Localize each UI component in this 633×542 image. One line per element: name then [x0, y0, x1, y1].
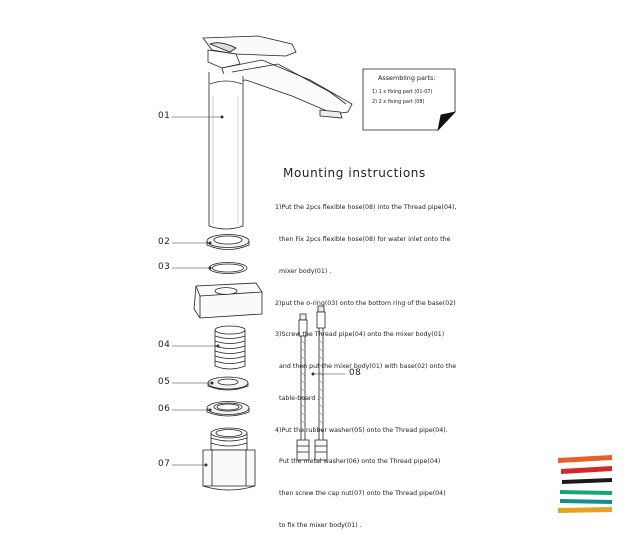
label-part-02: 02 [158, 237, 171, 247]
assembling-note-title: Assembling parts: [378, 74, 436, 82]
mounting-plate [194, 283, 262, 318]
logo-stripe [558, 455, 612, 463]
assembling-note-item: 1) 1 x fixing part (01-07) [372, 89, 433, 95]
label-part-05: 05 [158, 377, 171, 387]
logo-stripe [561, 466, 612, 474]
assembling-note-item: 2) 2 x fixing part (08) [372, 99, 425, 105]
instruction-line: 4)Put the rubber washer(05) onto the Thread pipe(04). [275, 426, 448, 434]
instruction-line: mixer body(01) . [275, 267, 332, 275]
logo-stripe [560, 490, 612, 495]
logo-stripe [562, 478, 612, 484]
label-part-04: 04 [158, 340, 171, 350]
instruction-line: then Fix 2pcs flexible hose(08) for water inlet onto the [275, 235, 451, 243]
instruction-line: then screw the cap nut(07) onto the Thread pipe(04) [275, 490, 446, 498]
instruction-line: 1)Put the 2pcs flexible hose(08) into the Thread pipe(04), [275, 204, 457, 212]
instruction-line: 2)put the o-ring(03) onto the bottom ring of the base(02) [275, 299, 456, 307]
label-part-03: 03 [158, 262, 171, 272]
base-ring-02 [207, 235, 249, 250]
instruction-line: 3)Screw the Thread pipe(04) onto the mixer body(01) [275, 331, 445, 339]
label-part-07: 07 [158, 459, 171, 469]
instructions-text [275, 182, 515, 542]
instruction-line: Put the metal washer(06) onto the Thread pipe(04) [275, 458, 441, 466]
cap-nut-07 [203, 428, 255, 490]
striped-brand-logo-icon [558, 455, 612, 513]
o-ring-03 [209, 263, 247, 274]
label-part-06: 06 [158, 404, 171, 414]
logo-stripe [560, 499, 612, 504]
metal-washer-06 [207, 402, 249, 417]
label-part-01: 01 [158, 111, 171, 121]
instruction-line: table-board . [275, 394, 320, 402]
thread-pipe-04 [215, 326, 245, 369]
instruction-line: to fix the mixer body(01) . [275, 522, 362, 529]
logo-stripe [558, 507, 612, 513]
instructions-title: Mounting instructions [283, 166, 426, 180]
rubber-washer-05 [208, 377, 248, 390]
label-part-08: 08 [349, 368, 362, 378]
instruction-line: and then put the mixer body(01) with base(02) onto the [275, 363, 457, 371]
